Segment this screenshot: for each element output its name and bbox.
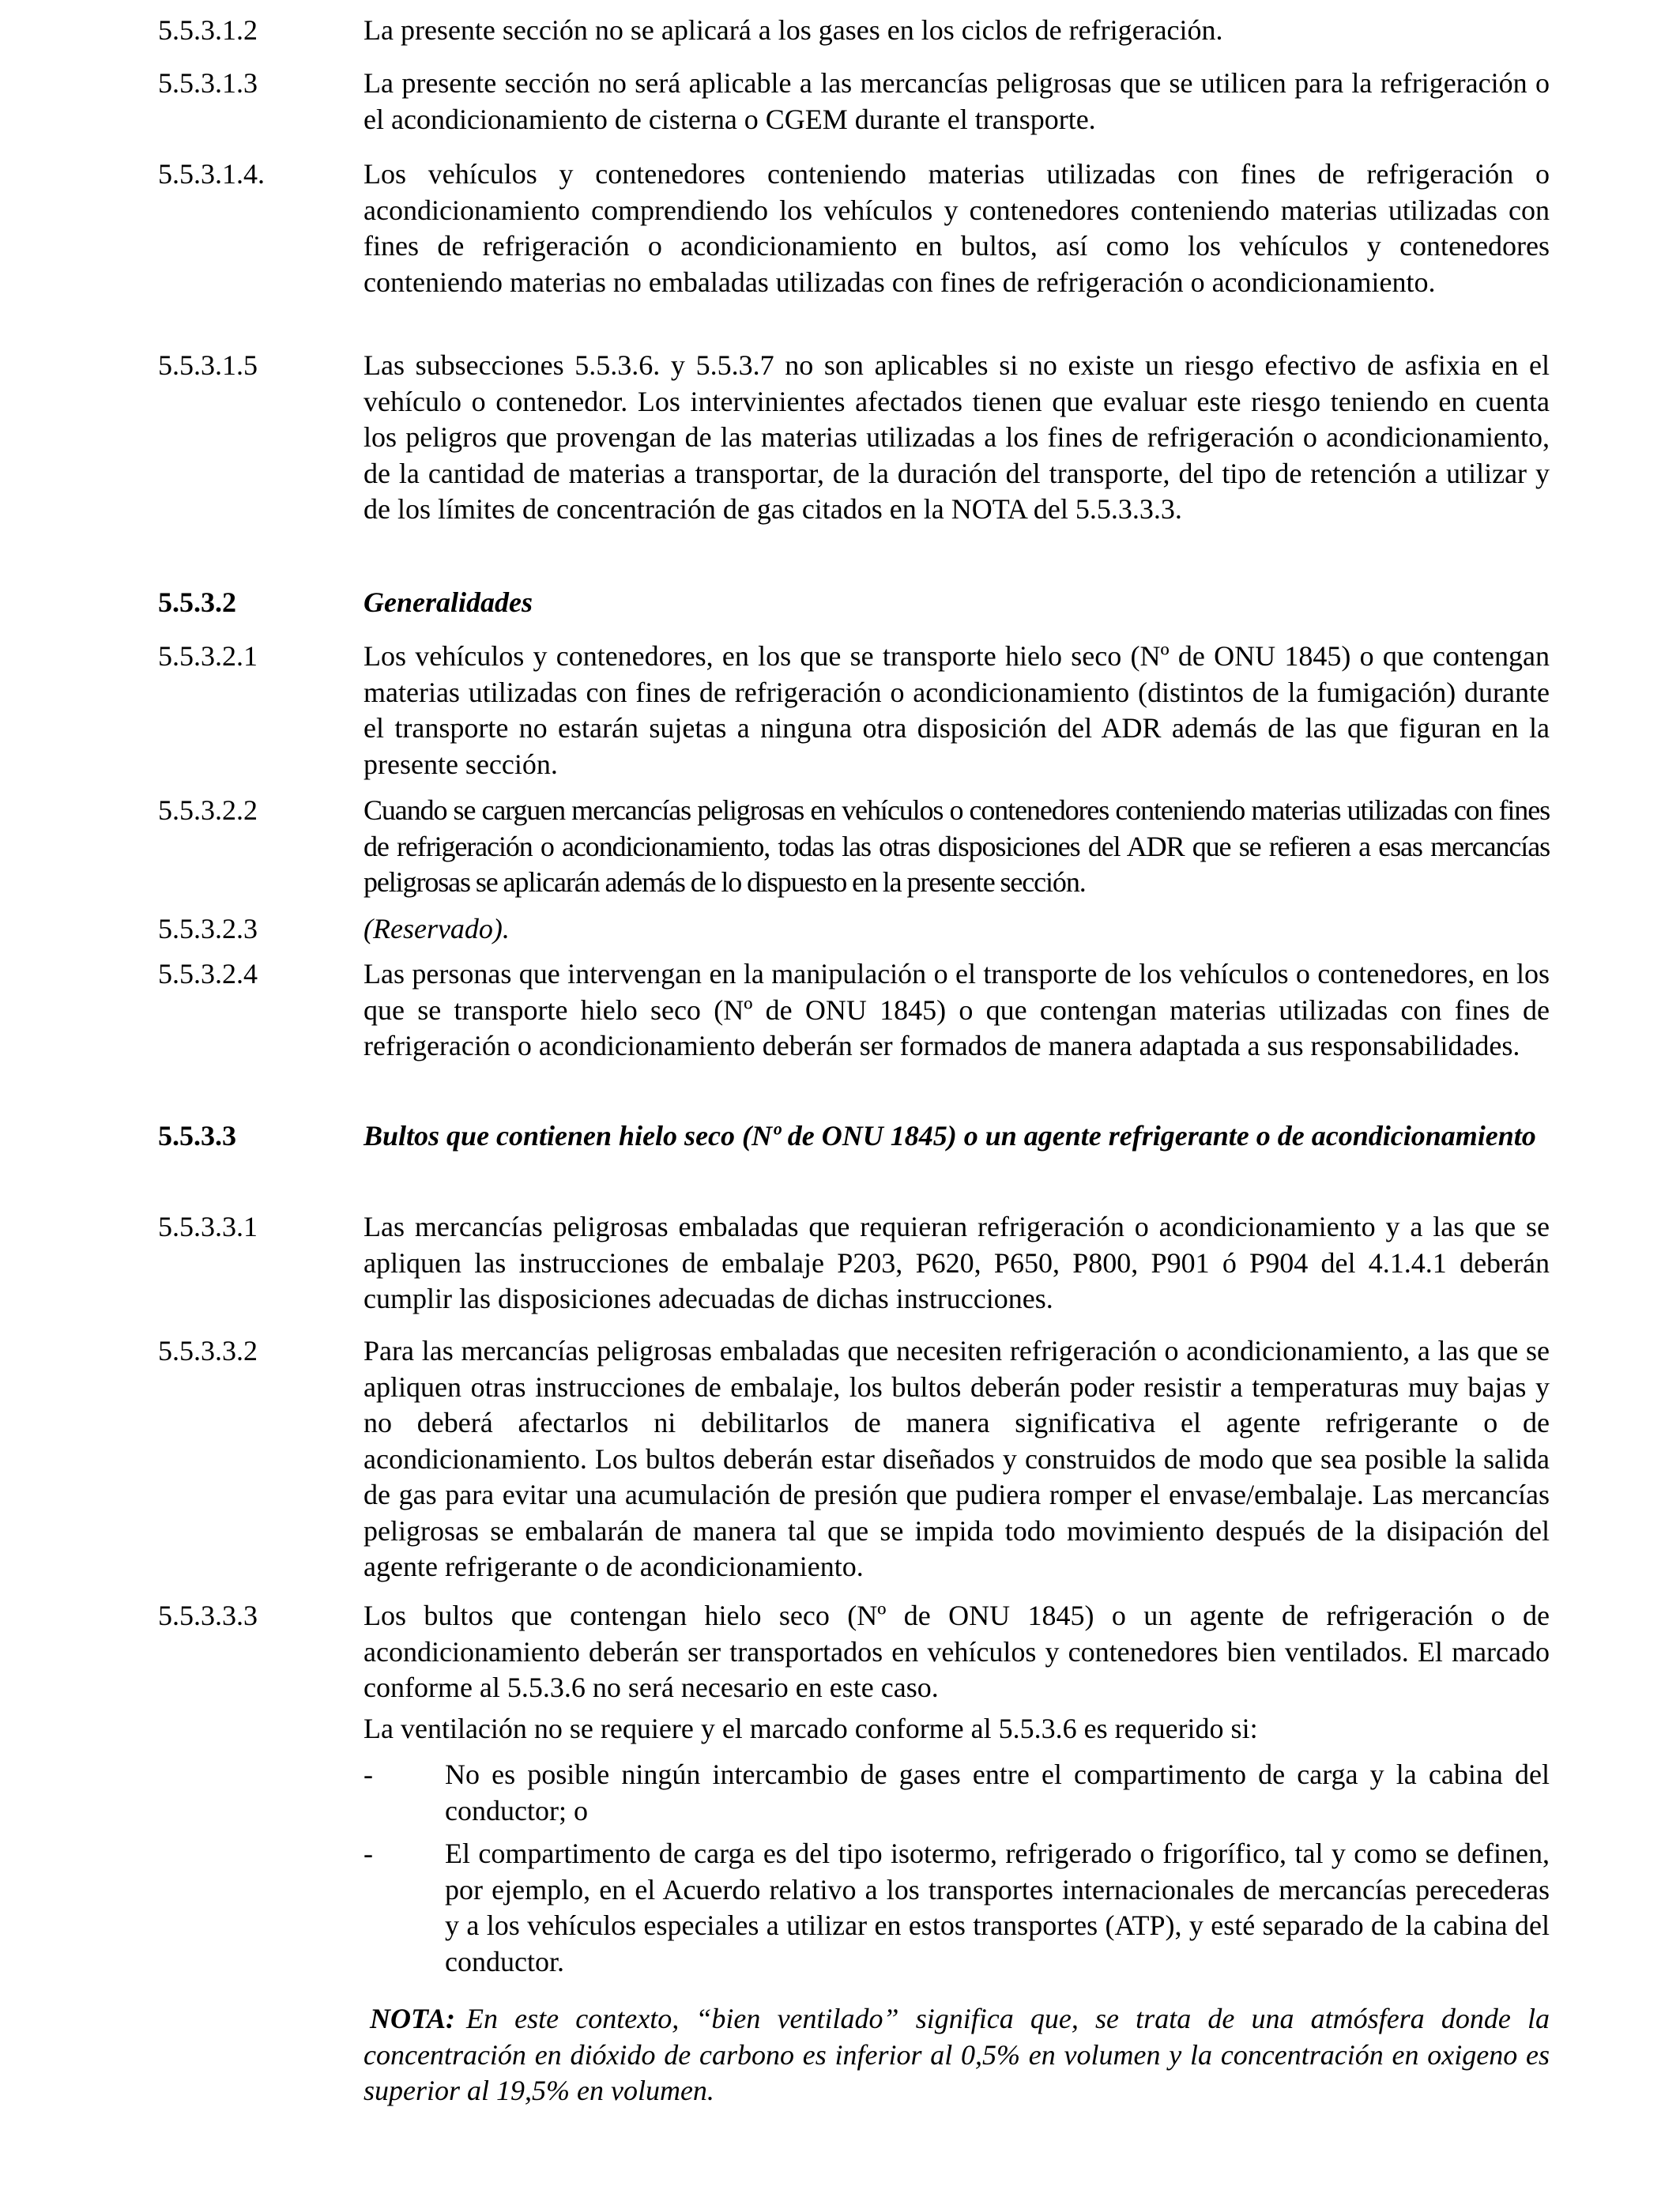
list-item-text: No es posible ningún intercambio de gases entre el compartimento de carga y la cabina del conductor; o (445, 1759, 1550, 1826)
section-text: Los vehículos y contenedores, en los que se transporte hielo seco (Nº de ONU 1845) o que contengan materias utilizadas con fines de refrigeración o acondicionamiento (distintos de la fumigación) durante el transporte no estarán sujetas a ninguna otra disposición del ADR además de las que figuran en la presente sección. (363, 640, 1550, 780)
list-item-text: El compartimento de carga es del tipo isotermo, refrigerado o frigorífico, tal y como se definen, por ejemplo, en el Acuerdo relativo a los transportes internacionales de mercancías perecederas y a los vehículos especiales a utilizar en estos transportes (ATP), y esté separado de la cabina del conductor. (445, 1838, 1550, 1977)
dash-bullet: - (363, 1759, 373, 1790)
section-number: 5.5.3.2.4 (158, 958, 258, 990)
section-text: La presente sección no será aplicable a las mercancías peligrosas que se utilicen para la refrigeración o el acondicionamiento de cisterna o CGEM durante el transporte. (363, 67, 1550, 135)
section-number: 5.5.3.3.3 (158, 1600, 258, 1631)
section-number: 5.5.3.2.3 (158, 913, 258, 944)
section-number: 5.5.3.3.2 (158, 1335, 258, 1367)
section-number: 5.5.3.2.2 (158, 794, 258, 826)
section-text: (Reservado). (363, 913, 510, 944)
section-number: 5.5.3.2 (158, 586, 236, 618)
dash-bullet: - (363, 1838, 373, 1869)
note-label: NOTA: (370, 2003, 455, 2034)
note-text: En este contexto, “bien ventilado” significa que, se trata de una atmósfera donde la concentración en dióxido de carbono es inferior al 0,5% en volumen y la concentración en oxigeno es superior al 19,5% en volumen. (363, 2003, 1550, 2106)
section-number: 5.5.3.2.1 (158, 640, 258, 672)
section-text: Para las mercancías peligrosas embaladas que necesiten refrigeración o acondicionamiento, a las que se apliquen otras instrucciones de embalaje, los bultos deberán poder resistir a temperaturas muy bajas y no deberá afectarlos ni debilitarlos de manera significativa el agente refrigerante o de acondicionamiento. Los bultos deberán estar diseñados y construidos de modo que sea posible la salida de gas para evitar una acumulación de presión que pudiera romper el envase/embalaje. Las mercancías peligrosas se embalarán de manera tal que se impida todo movimiento después de la disipación del agente refrigerante o de acondicionamiento. (363, 1335, 1550, 1582)
section-number: 5.5.3.3.1 (158, 1211, 258, 1242)
note-block (363, 2001, 1550, 2109)
section-text: Las mercancías peligrosas embaladas que requieran refrigeración o acondicionamiento y a las que se apliquen las instrucciones de embalaje P203, P620, P650, P800, P901 ó P904 del 4.1.4.1 deberán cumplir las disposiciones adecuadas de dichas instrucciones. (363, 1211, 1550, 1314)
section-heading: Bultos que contienen hielo seco (Nº de ONU 1845) o un agente refrigerante o de acondicionamiento (363, 1120, 1536, 1152)
section-text: Cuando se carguen mercancías peligrosas en vehículos o contenedores conteniendo materias utilizadas con fines de refrigeración o acondicionamiento, todas las otras disposiciones del ADR que se refieren a esas mercancías peligrosas se aplicarán además de lo dispuesto en la presente sección. (363, 794, 1550, 898)
section-text: Los vehículos y contenedores conteniendo materias utilizadas con fines de refrigeración o acondicionamiento comprendiendo los vehículos y contenedores conteniendo materias utilizadas con fines de refrigeración o acondicionamiento en bultos, así como los vehículos y contenedores conteniendo materias no embaladas utilizadas con fines de refrigeración o acondicionamiento. (363, 158, 1550, 298)
section-number: 5.5.3.1.4. (158, 158, 265, 190)
section-text: Las subsecciones 5.5.3.6. y 5.5.3.7 no son aplicables si no existe un riesgo efectivo de asfixia en el vehículo o contenedor. Los intervinientes afectados tienen que evaluar este riesgo teniendo en cuenta los peligros que provengan de las materias utilizadas a los fines de refrigeración o acondicionamiento, de la cantidad de materias a transportar, de la duración del transporte, del tipo de retención a utilizar y de los límites de concentración de gas citados en la NOTA del 5.5.3.3.3. (363, 349, 1550, 525)
section-heading: Generalidades (363, 586, 533, 618)
section-text: Las personas que intervengan en la manipulación o el transporte de los vehículos o contenedores, en los que se transporte hielo seco (Nº de ONU 1845) o que contengan materias utilizadas con fines de refrigeración o acondicionamiento deberán ser formados de manera adaptada a sus responsabilidades. (363, 958, 1550, 1061)
section-text: La presente sección no se aplicará a los gases en los ciclos de refrigeración. (363, 14, 1223, 46)
section-number: 5.5.3.1.2 (158, 14, 258, 46)
section-number: 5.5.3.1.5 (158, 349, 258, 381)
section-number: 5.5.3.1.3 (158, 67, 258, 99)
section-number: 5.5.3.3 (158, 1120, 236, 1152)
section-text: Los bultos que contengan hielo seco (Nº de ONU 1845) o un agente de refrigeración o de acondicionamiento deberán ser transportados en vehículos y contenedores bien ventilados. El marcado conforme al 5.5.3.6 no será necesario en este caso. (363, 1600, 1550, 1703)
ventilation-intro: La ventilación no se requiere y el marcado conforme al 5.5.3.6 es requerido si: (363, 1713, 1258, 1744)
